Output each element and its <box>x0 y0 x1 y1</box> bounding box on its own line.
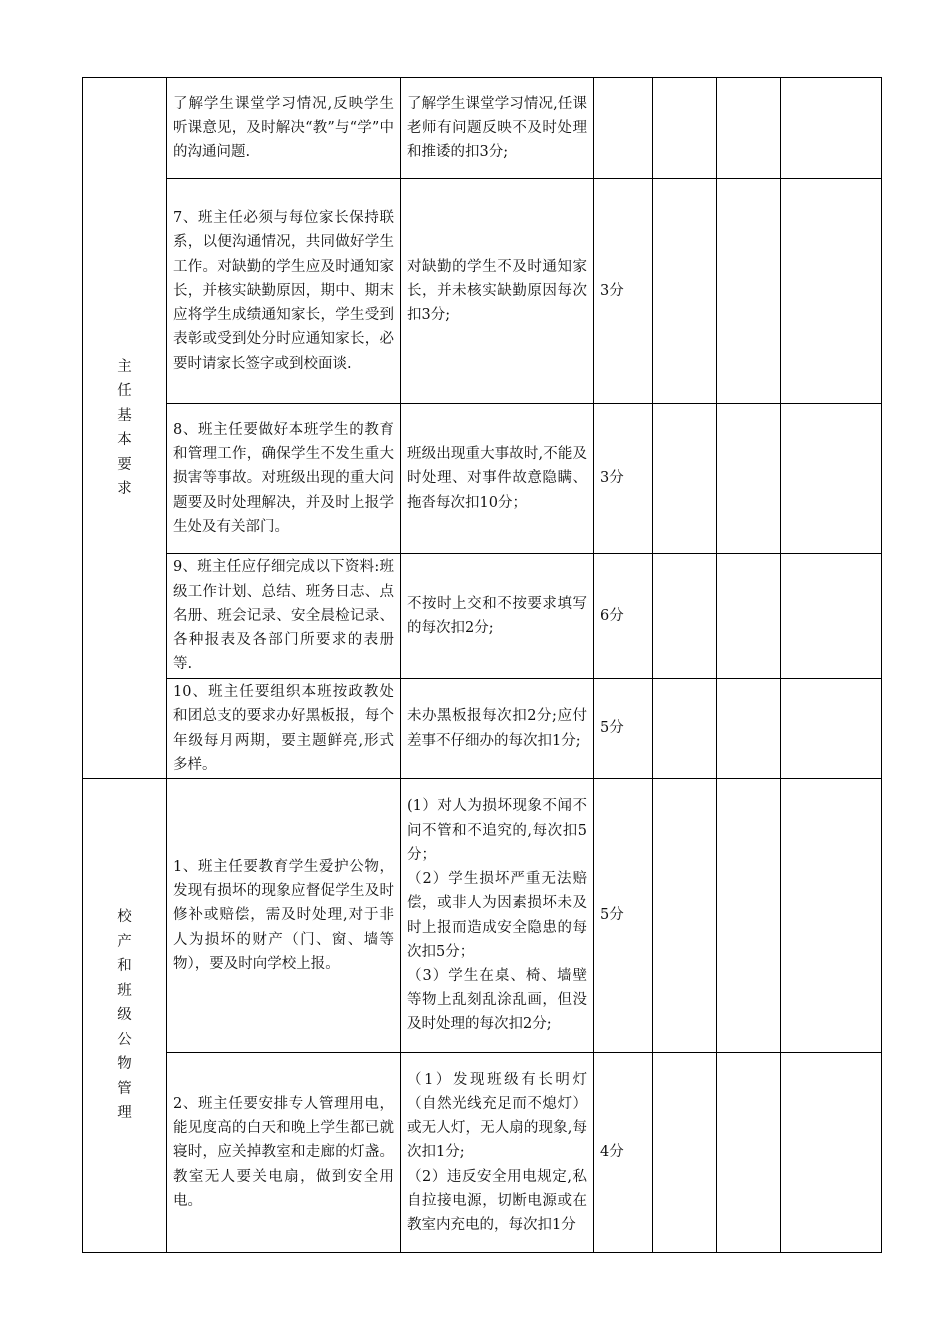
blank-cell <box>653 679 717 779</box>
category-cell <box>83 78 167 779</box>
category-char: 本 <box>117 432 132 448</box>
standard-cell: 班级出现重大事故时,不能及时处理、对事件故意隐瞒、拖沓每次扣10分； <box>401 404 594 554</box>
blank-cell <box>653 78 717 179</box>
blank-cell <box>717 78 781 179</box>
points-cell: 5分 <box>594 779 653 1053</box>
table-row <box>83 78 882 179</box>
category-char: 理 <box>117 1105 132 1122</box>
blank-cell <box>717 779 781 1053</box>
blank-cell <box>781 554 882 679</box>
blank-cell <box>653 779 717 1053</box>
points-cell: 5分 <box>594 679 653 779</box>
blank-cell <box>781 1053 882 1253</box>
standard-cell: 了解学生课堂学习情况,任课老师有问题反映不及时处理和推诿的扣3分; <box>401 78 594 179</box>
category-char: 物 <box>117 1056 132 1073</box>
table-row <box>83 179 882 404</box>
blank-cell <box>781 679 882 779</box>
blank-cell <box>717 179 781 404</box>
blank-cell <box>781 779 882 1053</box>
category-cell <box>83 779 167 1253</box>
standard-cell: （1）发现班级有长明灯（自然光线充足而不熄灯）或无人灯，无人扇的现象,每次扣1分; （2）违反安全用电规定,私自拉接电源，切断电源或在教室内充电的，每次扣1分 <box>401 1053 594 1253</box>
standard-cell: 对缺勤的学生不及时通知家长，并未核实缺勤原因每次扣3分; <box>401 179 594 404</box>
blank-cell <box>717 554 781 679</box>
category-char: 产 <box>117 933 132 950</box>
requirement-cell: 了解学生课堂学习情况,反映学生听课意见，及时解决“教”与“学”中的沟通问题. <box>167 78 401 179</box>
requirement-cell: 7、班主任必须与每位家长保持联系，以便沟通情况，共同做好学生工作。对缺勤的学生应及时通知家长，并核实缺勤原因，期中、期末应将学生成绩通知家长，学生受到表彰或受到处分时应通知家长，必要时请家长签字或到校面谈. <box>167 179 401 404</box>
points-cell: 3分 <box>594 179 653 404</box>
category-char: 校 <box>117 909 132 926</box>
standard-cell: 未办黑板报每次扣2分;应付差事不仔细办的每次扣1分; <box>401 679 594 779</box>
blank-cell <box>781 179 882 404</box>
table-row <box>83 554 882 679</box>
points-cell <box>594 78 653 179</box>
standard-cell: 不按时上交和不按要求填写的每次扣2分; <box>401 554 594 679</box>
category-char: 管 <box>117 1080 132 1097</box>
blank-cell <box>717 404 781 554</box>
requirement-cell: 9、班主任应仔细完成以下资料:班级工作计划、总结、班务日志、点名册、班会记录、安全晨检记录、各种报表及各部门所要求的表册等. <box>167 554 401 679</box>
requirement-cell: 2、班主任要安排专人管理用电，能见度高的白天和晚上学生都已就寝时，应关掉教室和走廊的灯盏。教室无人要关电扇，做到安全用电。 <box>167 1053 401 1253</box>
category-char: 求 <box>117 481 132 497</box>
assessment-table <box>82 77 882 1253</box>
blank-cell <box>717 679 781 779</box>
category-char: 要 <box>117 456 132 473</box>
requirement-cell: 10、班主任要组织本班按政教处和团总支的要求办好黑板报，每个年级每月两期，要主题鲜亮,形式多样。 <box>167 679 401 779</box>
points-cell: 4分 <box>594 1053 653 1253</box>
table-row <box>83 404 882 554</box>
category-char: 公 <box>117 1031 132 1048</box>
points-cell: 3分 <box>594 404 653 554</box>
category-char: 级 <box>117 1007 132 1024</box>
blank-cell <box>653 1053 717 1253</box>
requirement-cell: 8、班主任要做好本班学生的教育和管理工作，确保学生不发生重大损害等事故。对班级出现的重大问题要及时处理解决，并及时上报学生处及有关部门。 <box>167 404 401 554</box>
requirement-cell: 1、班主任要教育学生爱护公物，发现有损坏的现象应督促学生及时修补或赔偿，需及时处理,对于非人为损坏的财产（门、窗、墙等物），要及时向学校上报。 <box>167 779 401 1053</box>
blank-cell <box>717 1053 781 1253</box>
category-char: 主 <box>117 358 132 375</box>
blank-cell <box>781 404 882 554</box>
blank-cell <box>781 78 882 179</box>
blank-cell <box>653 404 717 554</box>
blank-cell <box>653 554 717 679</box>
standard-cell: (1）对人为损坏现象不闻不问不管和不追究的,每次扣5分； （2）学生损坏严重无法赔偿，或非人为因素损坏未及时上报而造成安全隐患的每次扣5分； （3）学生在桌、椅、墙壁等物上乱刻乱涂乱画，但没及时处理的每次扣2分; <box>401 779 594 1053</box>
blank-cell <box>653 179 717 404</box>
category-char: 班 <box>117 982 132 999</box>
table-row <box>83 679 882 779</box>
table-row <box>83 1053 882 1253</box>
table-row <box>83 779 882 1053</box>
points-cell: 6分 <box>594 554 653 679</box>
category-char: 任 <box>117 383 132 399</box>
category-char: 和 <box>117 958 132 975</box>
category-char: 基 <box>117 407 132 424</box>
